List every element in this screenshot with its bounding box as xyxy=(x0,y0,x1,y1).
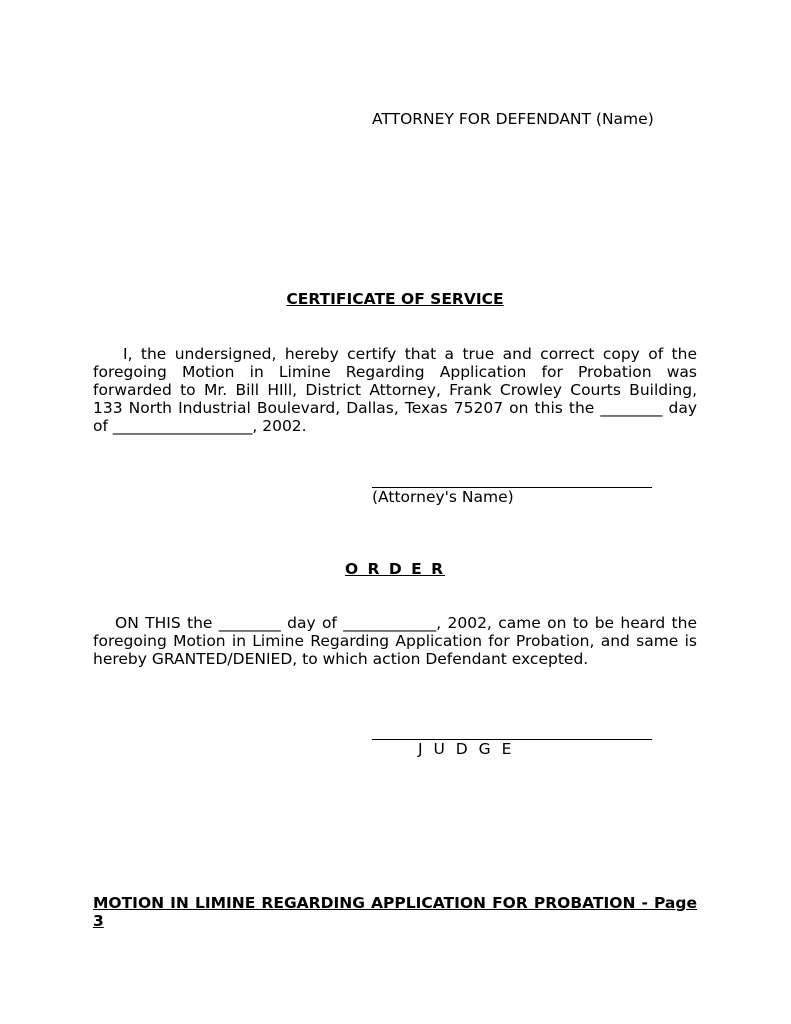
attorney-for-defendant-label: ATTORNEY FOR DEFENDANT (Name) xyxy=(372,110,654,128)
certificate-of-service-heading: CERTIFICATE OF SERVICE xyxy=(286,290,504,308)
judge-label: J U D G E xyxy=(418,740,515,758)
order-body: ON THIS the ________ day of ____________, 2002, came on to be heard the foregoing Motion in Limine Regarding Application for Probation, and same is hereby GRANTED/DENIED, to which action Defendant excepted. xyxy=(93,614,697,668)
order-heading: O R D E R xyxy=(344,560,446,578)
certificate-body: I, the undersigned, hereby certify that a true and correct copy of the foregoing Motion in Limine Regarding Application for Probation was forwarded to Mr. Bill HIll, District Attorney, Frank Crowley Courts Building, 133 North Industrial Boulevard, Dallas, Texas 75207 on this the ________ day of __________________, 2002. xyxy=(93,345,697,435)
attorney-name-label: (Attorney's Name) xyxy=(372,488,514,506)
page-footer: MOTION IN LIMINE REGARDING APPLICATION FOR PROBATION - Page 3 xyxy=(93,894,697,930)
